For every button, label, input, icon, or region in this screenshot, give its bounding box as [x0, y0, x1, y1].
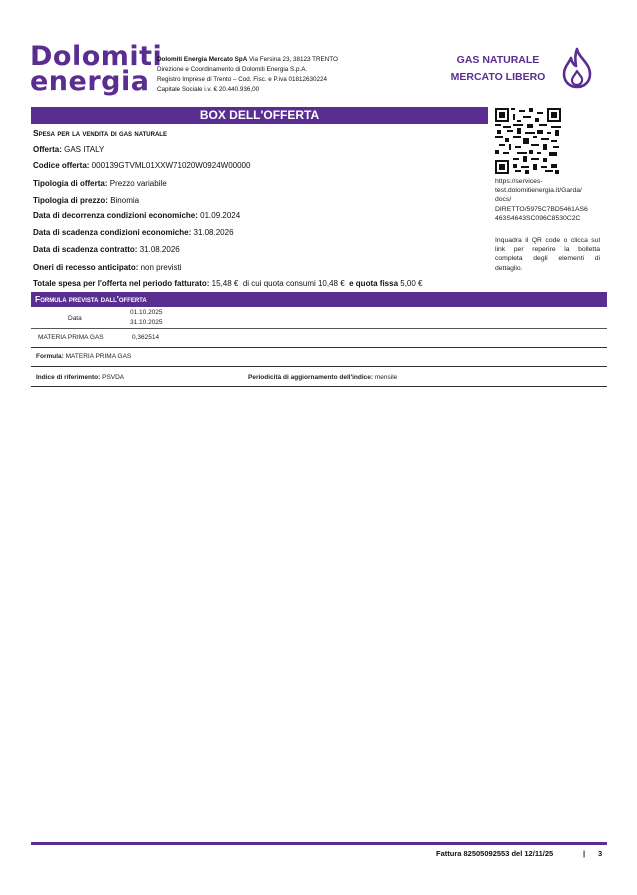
qr-link[interactable] — [495, 177, 603, 223]
qr-link-line: docs/ — [495, 196, 512, 204]
logo-line2: energia — [30, 66, 150, 97]
qr-link-line: https://services- — [495, 178, 543, 185]
qr-link-line: test.dolomitienergia.it/Garda/ — [495, 187, 582, 195]
table-divider — [31, 386, 607, 387]
formula-row: Formula: MATERIA PRIMA GAS — [36, 353, 132, 360]
company-info — [157, 55, 338, 95]
table-divider — [31, 366, 607, 367]
section-title: Spesa per la vendita di gas naturale — [33, 128, 167, 138]
component-value: 0,362514 — [132, 334, 160, 341]
company-line-4: Capitale Sociale i.v. € 20.440.936,00 — [157, 86, 260, 93]
footer-rule — [31, 842, 607, 845]
logo-line1: Dolomiti — [30, 41, 163, 72]
qr-link-line: DIRETTO/5975C7BD5461AS6 — [495, 205, 588, 213]
table-divider — [31, 328, 607, 329]
company-line-2: Direzione e Coordinamento di Dolomiti Energia S.p.A. — [157, 66, 308, 73]
component-label: MATERIA PRIMA GAS — [38, 334, 104, 341]
row-totale-spesa: Totale spesa per l'offerta nel periodo fatturato: 15,48 € di cui quota consumi 10,48 € e quota fissa 5,00 € — [33, 279, 423, 288]
qr-code[interactable] — [495, 108, 561, 174]
company-line-3: Registro Imprese di Trento – Cod. Fisc. e P.iva 01812630224 — [157, 76, 327, 83]
footer-separator: | — [583, 849, 586, 858]
row-oneri-recesso: Oneri di recesso anticipato: non previsti — [33, 263, 182, 272]
qr-note: Inquadra il QR code o clicca sul link per reperire la bolletta completa degli elementi di dettaglio. — [495, 237, 600, 272]
tag-line1: GAS NATURALE — [456, 54, 540, 66]
box-title: BOX DELL'OFFERTA — [31, 107, 488, 124]
tag-line2: MERCATO LIBERO — [450, 71, 546, 83]
market-tag — [443, 52, 553, 86]
date-to: 31.10.2025 — [130, 319, 163, 326]
row-offerta: Offerta: GAS ITALY — [33, 145, 105, 154]
row-scadenza-condizioni: Data di scadenza condizioni economiche: 31.08.2026 — [33, 228, 234, 237]
row-tipologia-prezzo: Tipologia di prezzo: Binomia — [33, 196, 140, 205]
qr-link-line: 463S4643SC096C8530C2C — [495, 214, 581, 222]
date-from: 01.10.2025 — [130, 309, 163, 316]
date-label: Data — [68, 315, 82, 322]
flame-icon — [560, 47, 594, 89]
row-decorrenza: Data di decorrenza condizioni economiche: 01.09.2024 — [33, 211, 241, 220]
table-divider — [31, 347, 607, 348]
logo — [30, 41, 163, 97]
row-scadenza-contratto: Data di scadenza contratto: 31.08.2026 — [33, 245, 180, 254]
company-line-1: Dolomiti Energia Mercato SpA Via Fersina 23, 38123 TRENTO — [157, 56, 338, 63]
period-row: Periodicità di aggiornamento dell'indice: mensile — [248, 374, 398, 381]
page-number: 3 — [598, 849, 603, 858]
formula-title: Formula prevista dall'offerta — [31, 292, 607, 307]
row-codice-offerta: Codice offerta: 000139GTVML01XXW71020W0924W00000 — [33, 161, 251, 170]
index-row: Indice di riferimento: PSVDA — [36, 374, 125, 381]
row-tipologia-offerta: Tipologia di offerta: Prezzo variabile — [33, 179, 167, 188]
footer-invoice: Fattura 82505092553 del 12/11/25 — [436, 849, 554, 858]
